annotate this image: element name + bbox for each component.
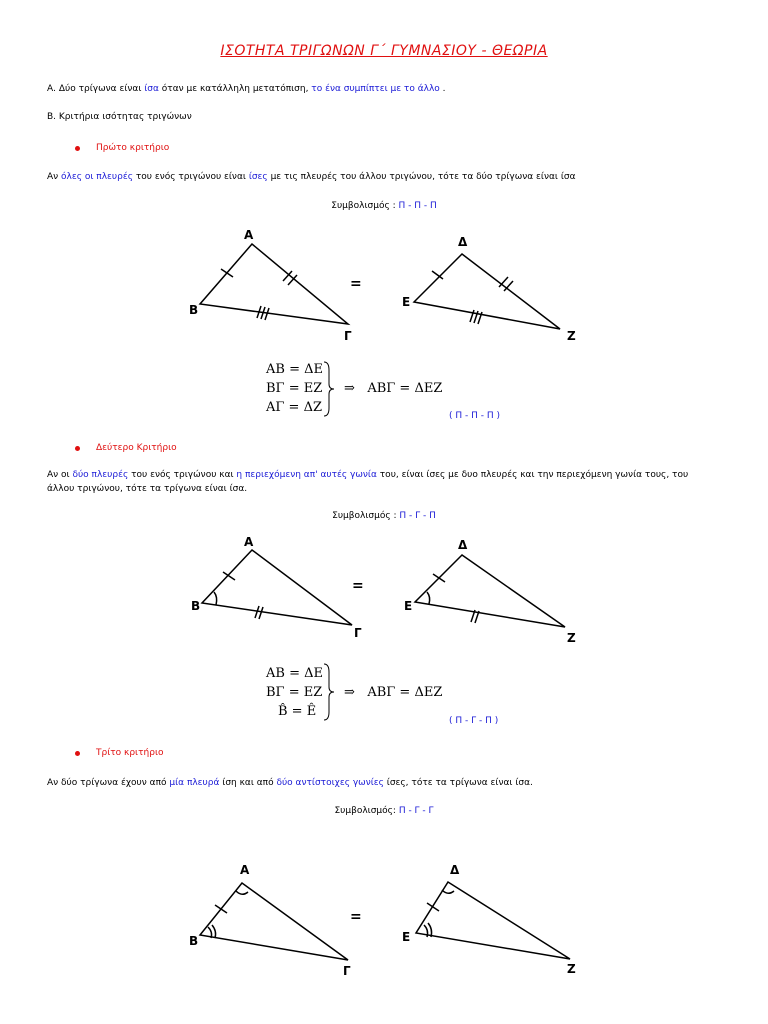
text-part: Αν <box>47 172 62 182</box>
equation-line: ΒΓ = ΕΖ <box>266 685 323 700</box>
symbol-value: Π - Π - Π <box>398 201 437 211</box>
text-part: του ενός τριγώνου και <box>128 470 237 480</box>
equation-line: ΒΓ = ΕΖ <box>266 381 323 396</box>
definition-coincide: το ένα συμπίπτει με το άλλο <box>311 84 440 94</box>
brace-icon <box>322 662 336 722</box>
text-highlight: ίσες <box>248 172 268 182</box>
text-part: του, είναι ίσες με δυο πλευρές και την περιεχόμενη γωνία τους, του <box>376 470 689 480</box>
text-part: Αν δύο τρίγωνα έχουν από <box>47 778 170 788</box>
vertex-label: Δ <box>458 235 468 249</box>
triangle-dez <box>415 555 565 627</box>
criteria-heading: Β. Κριτήρια ισότητας τριγώνων <box>47 112 192 122</box>
angle-mark <box>442 890 454 893</box>
vertex-label: Ε <box>404 599 413 613</box>
criterion-2-text <box>47 469 688 482</box>
vertex-label: Δ <box>458 538 468 552</box>
criterion-2-text-line2: άλλου τριγώνου, τότε τα τρίγωνα είναι ίσα. <box>47 484 248 494</box>
criterion-2-result: ⇒ ΑΒΓ = ΔΕΖ <box>344 685 443 700</box>
equals-sign: = <box>350 276 362 292</box>
triangle-abg <box>200 244 348 324</box>
bullet-icon <box>75 146 80 151</box>
result-right: ΔΕΖ <box>414 381 443 396</box>
angle-mark <box>236 891 248 894</box>
vertex-label: Α <box>244 228 254 242</box>
criterion-1-figure <box>180 222 600 347</box>
text-highlight: δύο αντίστοιχες γωνίες <box>276 778 384 788</box>
definition-line <box>47 83 446 96</box>
symbol-value: Π - Γ - Π <box>399 511 436 521</box>
equation-line: ΑΒ = ΔΕ <box>266 666 323 681</box>
result-right: ΔΕΖ <box>414 685 443 700</box>
symbol-label: Συμβολισμός : <box>331 201 399 211</box>
text-part: ίση και από <box>219 778 277 788</box>
criterion-2-symbol <box>0 510 768 523</box>
text-part: ίσες, τότε τα τρίγωνα είναι ίσα. <box>383 778 533 788</box>
text-highlight: δύο πλευρές <box>72 470 129 480</box>
vertex-label: Γ <box>343 964 351 978</box>
equation-line: B̂ = Ê <box>278 704 317 719</box>
angle-mark <box>427 592 430 604</box>
criterion-2-equations <box>266 664 323 721</box>
vertex-label: Β <box>189 303 199 317</box>
text-part: με τις πλευρές του άλλου τριγώνου, τότε τα δύο τρίγωνα είναι ίσα <box>267 172 576 182</box>
criterion-3-figure <box>180 855 600 980</box>
triangle-abg <box>200 883 348 960</box>
vertex-label: Β <box>191 599 201 613</box>
criterion-1-equations <box>266 360 323 417</box>
equation-line: ΑΒ = ΔΕ <box>266 362 323 377</box>
criterion-2-heading: Δεύτερο Κριτήριο <box>96 443 177 453</box>
criterion-2-figure <box>180 530 600 650</box>
definition-middle: όταν με κατάλληλη μετατόπιση, <box>158 84 312 94</box>
text-part: Αν οι <box>47 470 73 480</box>
criterion-1-text <box>47 171 576 184</box>
equals-sign: = <box>352 578 364 594</box>
implies-icon: ⇒ <box>344 685 355 700</box>
criterion-3-symbol <box>0 805 768 818</box>
angle-mark <box>214 592 217 605</box>
page-title: ΙΣΟΤΗΤΑ ΤΡΙΓΩΝΩΝ Γ΄ ΓΥΜΝΑΣΙΟΥ - ΘΕΩΡΙΑ <box>220 43 548 59</box>
definition-end: . <box>439 84 446 94</box>
vertex-label: Α <box>240 863 250 877</box>
criterion-3-text <box>47 777 533 790</box>
vertex-label: Α <box>244 535 254 549</box>
criterion-1-tag: ( Π - Π - Π ) <box>449 411 500 421</box>
vertex-label: Ε <box>402 930 411 944</box>
vertex-label: Γ <box>354 626 362 640</box>
vertex-label: Δ <box>450 863 460 877</box>
brace-icon <box>322 360 336 418</box>
vertex-label: Ζ <box>567 962 576 976</box>
equals-sign: = <box>350 909 362 925</box>
symbol-label: Συμβολισμός: <box>334 806 399 816</box>
implies-icon: ⇒ <box>344 381 355 396</box>
criterion-1-result: ⇒ ΑΒΓ = ΔΕΖ <box>344 381 443 396</box>
tick-mark <box>221 269 233 277</box>
definition-equal-word: ίσα <box>144 84 159 94</box>
bullet-icon <box>75 751 80 756</box>
triangle-dez <box>416 882 570 959</box>
symbol-value: Π - Γ - Γ <box>398 806 434 816</box>
criterion-2-tag: ( Π - Γ - Π ) <box>449 716 499 726</box>
vertex-label: Β <box>189 934 199 948</box>
triangle-abg <box>202 550 352 625</box>
vertex-label: Ζ <box>567 329 576 343</box>
text-highlight: μία πλευρά <box>169 778 220 788</box>
text-highlight: η περιεχόμενη απ' αυτές γωνία <box>236 470 377 480</box>
vertex-label: Ζ <box>567 631 576 645</box>
text-part: του ενός τριγώνου είναι <box>132 172 249 182</box>
result-left: ΑΒΓ <box>367 381 396 396</box>
definition-prefix: Α. Δύο τρίγωνα είναι <box>47 84 145 94</box>
criterion-1-heading: Πρώτο κριτήριο <box>96 143 170 153</box>
bullet-icon <box>75 446 80 451</box>
vertex-label: Ε <box>402 295 411 309</box>
vertex-label: Γ <box>344 329 352 343</box>
triangle-dez <box>414 254 560 329</box>
result-left: ΑΒΓ <box>367 685 396 700</box>
criterion-3-heading: Τρίτο κριτήριο <box>96 748 164 758</box>
text-highlight: όλες οι πλευρές <box>61 172 133 182</box>
equation-line: ΑΓ = ΔΖ <box>266 400 322 415</box>
symbol-label: Συμβολισμός : <box>332 511 400 521</box>
criterion-1-symbol <box>0 200 768 213</box>
